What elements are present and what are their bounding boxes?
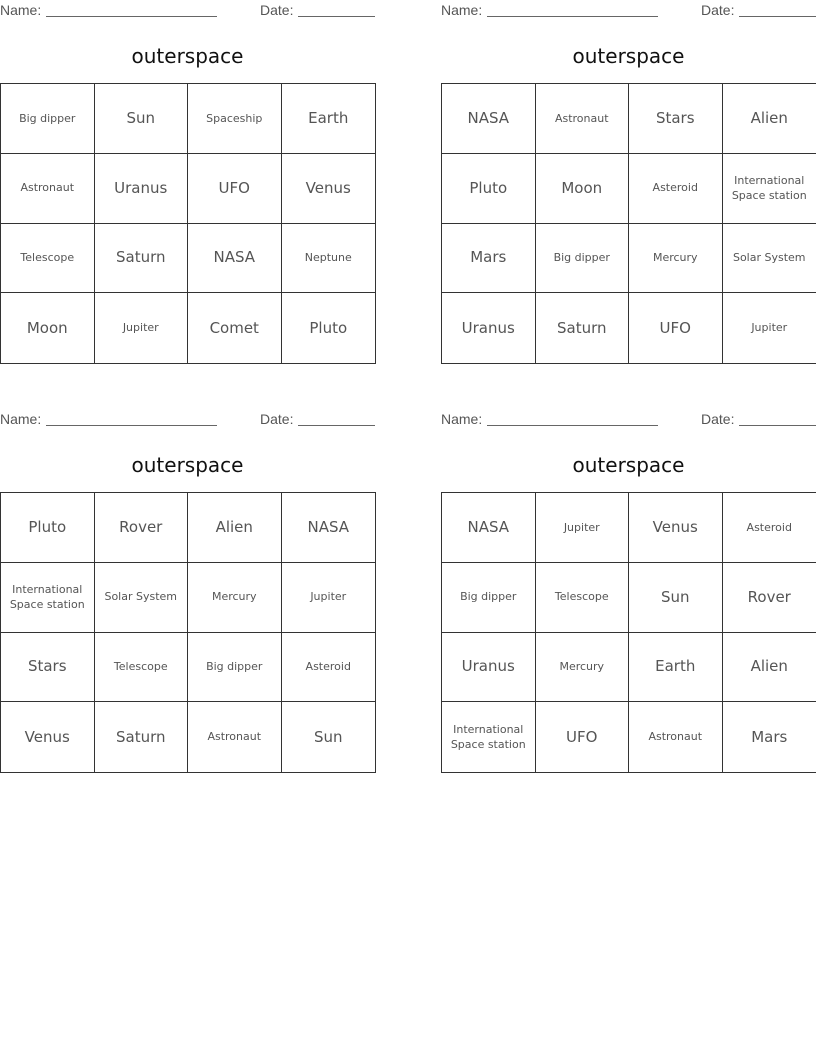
bingo-cell: Jupiter [282, 563, 376, 633]
bingo-cell: Alien [723, 633, 816, 703]
bingo-card [441, 409, 816, 752]
bingo-cell: International Space station [723, 154, 816, 224]
bingo-cell: Uranus [442, 293, 536, 363]
card-header [0, 0, 376, 22]
bingo-cell: Telescope [95, 633, 189, 703]
date-label: Date: [260, 2, 294, 18]
bingo-cell: Saturn [95, 702, 189, 772]
bingo-cell: Mars [751, 727, 788, 746]
name-label: Name: [441, 411, 483, 427]
bingo-card [441, 0, 816, 337]
bingo-card [0, 0, 376, 337]
bingo-cell: International Space station [442, 702, 536, 772]
bingo-cell: Jupiter [751, 321, 788, 335]
bingo-cell: Saturn [536, 293, 630, 363]
bingo-cell: Venus [629, 493, 723, 563]
bingo-cell: Earth [629, 633, 723, 703]
bingo-cell: Big dipper [1, 84, 95, 154]
name-label: Name: [0, 2, 42, 18]
bingo-cell: Sun [629, 563, 723, 633]
bingo-cell: NASA [188, 224, 282, 294]
bingo-cell: Rover [723, 563, 816, 633]
bingo-cell: Big dipper [442, 563, 536, 633]
bingo-cell: Earth [282, 84, 376, 154]
bingo-cell: Mercury [188, 563, 282, 633]
bingo-grid [0, 83, 376, 364]
bingo-cell: Jupiter [536, 493, 630, 563]
date-label: Date: [701, 411, 735, 427]
bingo-cell: Asteroid [282, 633, 376, 703]
bingo-grid [441, 83, 816, 364]
bingo-cell: Asteroid [723, 493, 816, 563]
card-title: outerspace [572, 453, 685, 477]
name-label: Name: [441, 2, 483, 18]
bingo-cell: Uranus [442, 633, 536, 703]
bingo-cell: Moon [1, 293, 95, 363]
bingo-cell: NASA [282, 493, 376, 563]
bingo-cell: Saturn [95, 224, 189, 294]
bingo-grid [0, 492, 376, 773]
bingo-cell: UFO [629, 293, 723, 363]
bingo-cell: Solar System [95, 563, 189, 633]
date-blank-line [739, 16, 816, 17]
bingo-cell: Stars [1, 633, 95, 703]
bingo-cell: Astronaut [629, 702, 723, 772]
bingo-cell: Rover [95, 493, 189, 563]
bingo-cell: Alien [723, 84, 816, 154]
name-label: Name: [0, 411, 42, 427]
name-blank-line [46, 425, 217, 426]
bingo-cell: Spaceship [188, 84, 282, 154]
name-blank-line [487, 425, 658, 426]
card-header [0, 409, 376, 431]
date-label: Date: [260, 411, 294, 427]
bingo-cell: Astronaut [536, 84, 630, 154]
bingo-cell: Alien [188, 493, 282, 563]
card-title: outerspace [131, 453, 244, 477]
bingo-cell: Mars [442, 224, 536, 294]
card-header [441, 409, 816, 431]
bingo-cell: Astronaut [1, 154, 95, 224]
bingo-cell: Venus [282, 154, 376, 224]
bingo-cell: Stars [629, 84, 723, 154]
bingo-cell: UFO [536, 702, 630, 772]
bingo-grid [441, 492, 816, 773]
bingo-cell: Mercury [629, 224, 723, 294]
bingo-cell: NASA [442, 493, 536, 563]
date-blank-line [739, 425, 816, 426]
bingo-cell: Jupiter [95, 293, 189, 363]
card-header [441, 0, 816, 22]
bingo-cell: Big dipper [536, 224, 630, 294]
bingo-cell: UFO [188, 154, 282, 224]
bingo-cell: Solar System [723, 224, 816, 294]
date-blank-line [298, 425, 375, 426]
bingo-cell: Mercury [536, 633, 630, 703]
bingo-cell: Sun [95, 84, 189, 154]
bingo-cell: Sun [313, 727, 343, 746]
bingo-cell: Asteroid [629, 154, 723, 224]
bingo-cell: Neptune [282, 224, 376, 294]
bingo-cell: Moon [536, 154, 630, 224]
bingo-cell: Telescope [1, 224, 95, 294]
bingo-cell: NASA [442, 84, 536, 154]
bingo-cell: Telescope [536, 563, 630, 633]
bingo-cell: Pluto [442, 154, 536, 224]
name-blank-line [487, 16, 658, 17]
bingo-cell: Venus [1, 702, 95, 772]
bingo-cell: Pluto [1, 493, 95, 563]
card-title: outerspace [131, 44, 244, 68]
date-blank-line [298, 16, 375, 17]
bingo-cell: Pluto [309, 318, 348, 337]
bingo-cell: Astronaut [188, 702, 282, 772]
bingo-card [0, 409, 376, 746]
date-label: Date: [701, 2, 735, 18]
card-title: outerspace [572, 44, 685, 68]
name-blank-line [46, 16, 217, 17]
bingo-cell: International Space station [1, 563, 95, 633]
bingo-cell: Big dipper [188, 633, 282, 703]
bingo-cell: Uranus [95, 154, 189, 224]
bingo-cell: Comet [188, 293, 282, 363]
